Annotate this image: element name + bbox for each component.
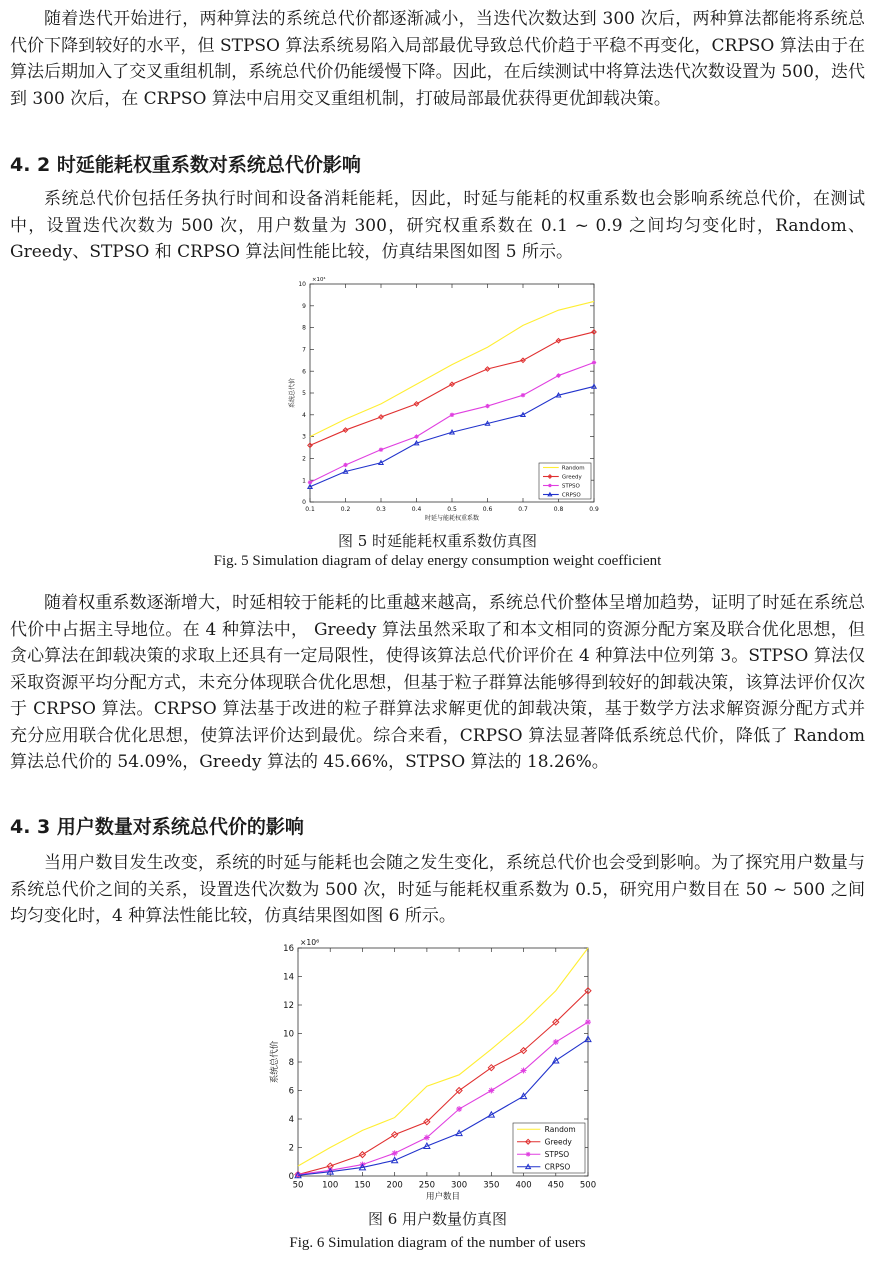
y-tick-label: 4 — [288, 1114, 294, 1125]
y-tick-label: 12 — [283, 1000, 294, 1011]
y-tick-label: 2 — [302, 455, 306, 463]
x-axis-label: 时延与能耗权重系数 — [424, 515, 480, 522]
x-tick-label: 0.1 — [305, 506, 315, 513]
data-point-marker — [548, 484, 552, 488]
y-tick-label: 10 — [298, 281, 306, 289]
x-tick-label: 0.8 — [553, 506, 564, 513]
paragraph-weight-analysis: 随着权重系数逐渐增大，时延相较于能耗的比重越来越高，系统总代价整体呈增加趋势，证明了时延在系统总代价中占据主导地位。在 4 种算法中， Greedy 算法虽然采取了和本文相同的资源分配方案及联合优化思想，但贪心算法在卸载决策的求取上还具有一定局限性，使得该算法总代价评价在 4 种算法中位列第 3。STPSO 算法仅采取资源平均分配方式，未充分体现联合优化思想，但基于粒子群算法能够得到较好的卸载决策，该算法评价仅次于 CRPSO 算法。CRPSO 算法基于改进的粒子群算法求解更优的卸载决策，基于数学方法求解资源分配方式并充分应用联合优化思想，使算法评价达到最优。综合来看，CRPSO 算法显著降低系统总代价，降低了 Random 算法总代价的 54.09%，Greedy 算法的 45.66%，STPSO 算法的 18.26%。 — [10, 593, 865, 772]
x-tick-label: 0.7 — [518, 506, 528, 513]
y-tick-label: 0 — [288, 1171, 294, 1182]
x-tick-label: 350 — [483, 1180, 500, 1191]
fig6-caption-en: Fig. 6 Simulation diagram of the number of users — [289, 1235, 586, 1251]
fig6-caption-cn: 图 6 用户数量仿真图 — [367, 1210, 508, 1228]
y-tick-label: 8 — [302, 324, 306, 332]
y-axis-label: 系统总代价 — [289, 377, 296, 409]
x-tick-label: 450 — [547, 1180, 564, 1191]
legend-label: STPSO — [561, 483, 580, 490]
paragraph-weight-setup: 系统总代价包括任务执行时间和设备消耗能耗，因此，时延与能耗的权重系数也会影响系统总代价，在测试中，设置迭代次数为 500 次，用户数量为 300，研究权重系数在 0.1 ~ 0.9 之间均匀变化时，Random、Greedy、STPSO 和 CRPSO 算法间性能比较，仿真结果图如图 5 所示。 — [10, 189, 865, 262]
x-tick-label: 200 — [386, 1180, 403, 1191]
y-tick-label: 1 — [302, 477, 306, 485]
x-tick-label: 0.6 — [482, 506, 493, 513]
fig5-caption-en: Fig. 5 Simulation diagram of delay energy consumption weight coefficient — [213, 553, 662, 569]
y-axis-exponent: ×10⁴ — [312, 277, 326, 283]
x-tick-label: 50 — [292, 1180, 304, 1191]
y-tick-label: 10 — [283, 1029, 294, 1040]
x-tick-label: 100 — [322, 1180, 339, 1191]
legend-label: CRPSO — [544, 1162, 571, 1172]
fig5-caption-cn: 图 5 时延能耗权重系数仿真图 — [337, 532, 538, 550]
y-tick-label: 5 — [302, 390, 306, 398]
data-point-marker — [488, 1088, 494, 1094]
x-tick-label: 400 — [515, 1180, 532, 1191]
legend-label: Greedy — [544, 1137, 572, 1147]
legend-label: Greedy — [561, 474, 582, 481]
data-point-marker — [553, 1039, 559, 1045]
y-tick-label: 8 — [288, 1057, 294, 1068]
y-tick-label: 7 — [302, 346, 306, 354]
fig6-chart — [264, 934, 604, 1208]
x-tick-label: 300 — [450, 1180, 468, 1191]
y-tick-label: 2 — [288, 1143, 294, 1154]
section-heading-4-2: 4. 2 时延能耗权重系数对系统总代价影响 — [10, 154, 361, 176]
x-tick-label: 0.5 — [447, 506, 457, 513]
y-tick-label: 0 — [302, 499, 306, 507]
legend-label: Random — [544, 1124, 576, 1134]
y-tick-label: 6 — [302, 368, 306, 376]
y-tick-label: 3 — [302, 433, 306, 441]
x-tick-label: 0.4 — [411, 506, 422, 513]
paragraph-users-setup: 当用户数目发生改变，系统的时延与能耗也会随之发生变化，系统总代价也会受到影响。为了探究用户数量与系统总代价之间的关系，设置迭代次数为 500 次，时延与能耗权重系数为 0.5，研究用户数目在 50 ~ 500 之间均匀变化时，4 种算法性能比较，仿真结果图如图 6 所示。 — [10, 853, 865, 926]
y-tick-label: 16 — [283, 943, 294, 954]
y-tick-label: 6 — [288, 1086, 294, 1097]
x-axis-label: 用户数目 — [425, 1192, 461, 1202]
legend-label: Random — [561, 465, 585, 472]
fig5-chart — [280, 272, 610, 528]
data-point-marker — [585, 1019, 591, 1025]
legend-label: CRPSO — [561, 492, 581, 499]
x-tick-label: 0.3 — [376, 506, 386, 513]
x-tick-label: 0.2 — [340, 506, 351, 513]
x-tick-label: 250 — [418, 1180, 436, 1191]
y-axis-label: 系统总代价 — [270, 1040, 280, 1084]
y-tick-label: 4 — [302, 411, 306, 419]
section-heading-4-3: 4. 3 用户数量对系统总代价的影响 — [10, 816, 304, 838]
y-tick-label: 14 — [283, 972, 294, 983]
x-tick-label: 0.9 — [589, 506, 599, 513]
legend-label: STPSO — [544, 1149, 570, 1159]
x-tick-label: 150 — [354, 1180, 371, 1191]
paragraph-intro: 随着迭代开始进行，两种算法的系统总代价都逐渐减小，当迭代次数达到 300 次后，两种算法都能将系统总代价下降到较好的水平，但 STPSO 算法系统易陷入局部最优导致总代价趋于平稳不再变化，CRPSO 算法由于在算法后期加入了交叉重组机制，系统总代价仍能缓慢下降。因此，在后续测试中将算法迭代次数设置为 500，迭代到 300 次后，在 CRPSO 算法中启用交叉重组机制，打破局部最优获得更优卸载决策。 — [10, 9, 865, 109]
y-tick-label: 9 — [302, 302, 306, 310]
y-axis-exponent: ×10⁶ — [300, 938, 320, 947]
x-tick-label: 500 — [579, 1180, 597, 1191]
